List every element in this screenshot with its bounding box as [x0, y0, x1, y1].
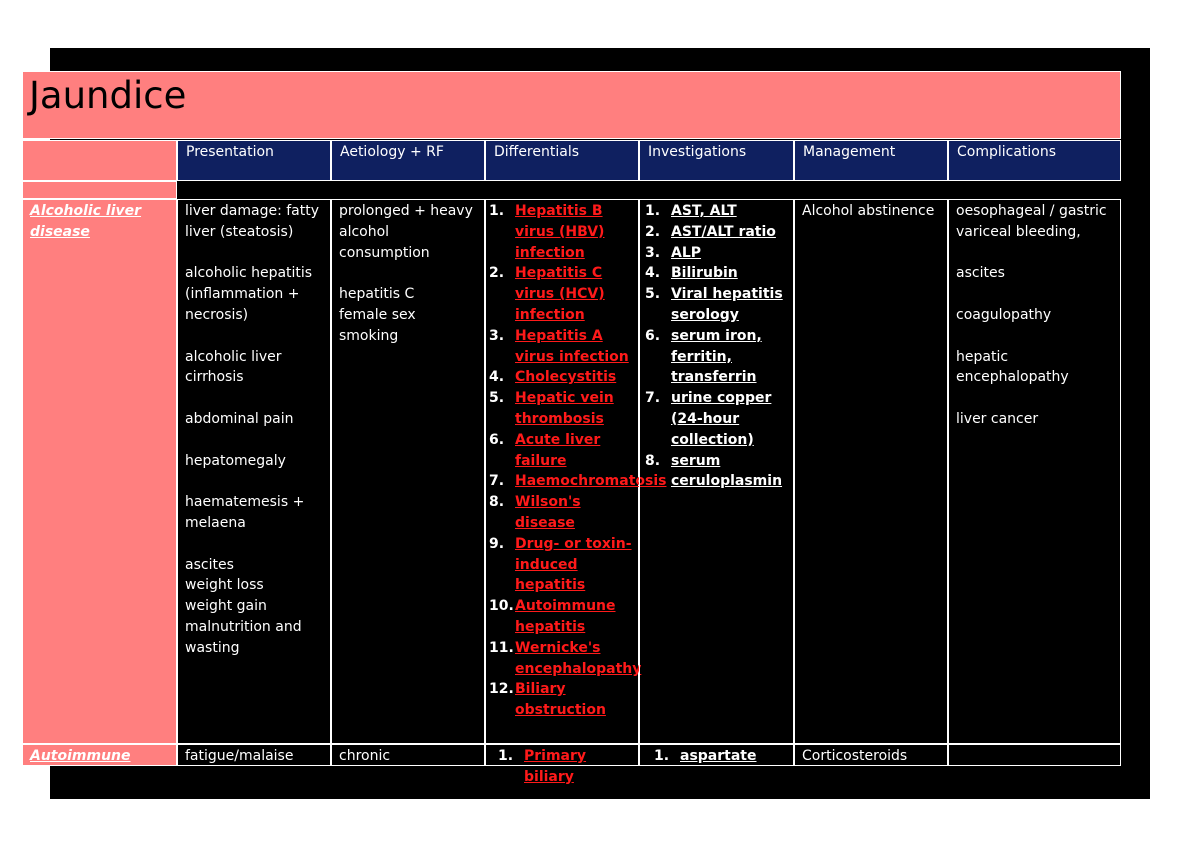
list-item: 4. Cholecystitis	[489, 369, 617, 386]
list-item: 11. Wernicke's encephalopathy	[489, 639, 642, 677]
list-item: 1. AST, ALT	[645, 203, 737, 219]
disease-label: Alcoholic liver disease	[30, 203, 142, 240]
cell-complications	[948, 199, 1121, 744]
cell-management	[794, 199, 948, 744]
list-item: 1. Primary biliary	[498, 748, 587, 785]
investigations-list	[654, 746, 786, 767]
header-aetiology: Aetiology + RF	[331, 140, 485, 181]
cell-investigations	[639, 199, 794, 744]
list-item: 3. ALP	[645, 244, 702, 261]
presentation-text: liver damage: fatty liver (steatosis) alcoholic hepatitis (inflammation + necrosis) alcoholic liver cirrhosis abdominal pain hepatomegaly haematemesis + melaena ascites weight loss weight gain malnutrition and wasting	[185, 203, 320, 656]
differentials-list	[498, 746, 631, 788]
title-bar	[22, 71, 1121, 139]
spacer-row	[22, 181, 1121, 199]
list-item: 5. Viral hepatitis serology	[645, 286, 783, 323]
cell-presentation	[177, 199, 331, 744]
management-text: Alcohol abstinence	[802, 203, 935, 219]
list-item: 1. Hepatitis B virus (HBV) infection	[489, 203, 605, 261]
presentation-text: fatigue/malaise	[185, 748, 294, 764]
list-item: 5. Hepatic vein thrombosis	[489, 390, 614, 427]
differentials-list	[489, 201, 667, 721]
header-management: Management	[794, 140, 948, 181]
disease-autoimmune	[22, 744, 177, 766]
header-differentials: Differentials	[485, 140, 639, 181]
disease-label: Autoimmune	[30, 748, 131, 764]
spacer-cell	[22, 181, 177, 199]
aetiology-text: prolonged + heavy alcohol consumption hepatitis C female sex smoking	[339, 203, 473, 344]
cell-presentation	[177, 744, 331, 766]
list-item: 8. serum ceruloplasmin	[645, 452, 783, 490]
cell-differentials	[485, 199, 667, 744]
list-item: 2. AST/ALT ratio	[645, 223, 776, 240]
cell-investigations	[639, 744, 794, 766]
cell-aetiology	[331, 199, 485, 744]
list-item: 10. Autoimmune hepatitis	[489, 598, 616, 635]
complications-text: oesophageal / gastric variceal bleeding, ascites coagulopathy hepatic encephalopathy liver cancer	[956, 203, 1107, 427]
list-item: 12. Biliary obstruction	[489, 681, 606, 719]
header-corner-cell	[22, 140, 177, 181]
header-presentation: Presentation	[177, 140, 331, 181]
cell-complications	[948, 744, 1121, 766]
cell-aetiology	[331, 744, 485, 766]
list-item: 2. Hepatitis C virus (HCV) infection	[489, 265, 605, 323]
list-item: 9. Drug- or toxin-induced hepatitis	[489, 535, 632, 594]
list-item: 6. serum iron, ferritin, transferrin	[645, 327, 762, 386]
header-complications: Complications	[948, 140, 1121, 181]
list-item: 7. Haemochromatosis	[489, 473, 667, 490]
cell-management	[794, 744, 948, 766]
list-item: 6. Acute liver failure	[489, 431, 601, 469]
cell-differentials	[485, 744, 639, 785]
list-item: 8. Wilson's disease	[489, 494, 581, 531]
investigations-list	[645, 201, 786, 492]
list-item: 3. Hepatitis A virus infection	[489, 327, 629, 365]
list-item: 4. Bilirubin	[645, 265, 738, 282]
document-title: Jaundice	[29, 74, 187, 117]
management-text: Corticosteroids	[802, 748, 908, 764]
list-item: 7. urine copper (24-hour collection)	[645, 390, 772, 448]
aetiology-text: chronic	[339, 748, 391, 764]
disease-alcoholic-liver	[22, 199, 177, 744]
header-investigations: Investigations	[639, 140, 794, 181]
list-item: 1. aspartate	[654, 748, 757, 764]
